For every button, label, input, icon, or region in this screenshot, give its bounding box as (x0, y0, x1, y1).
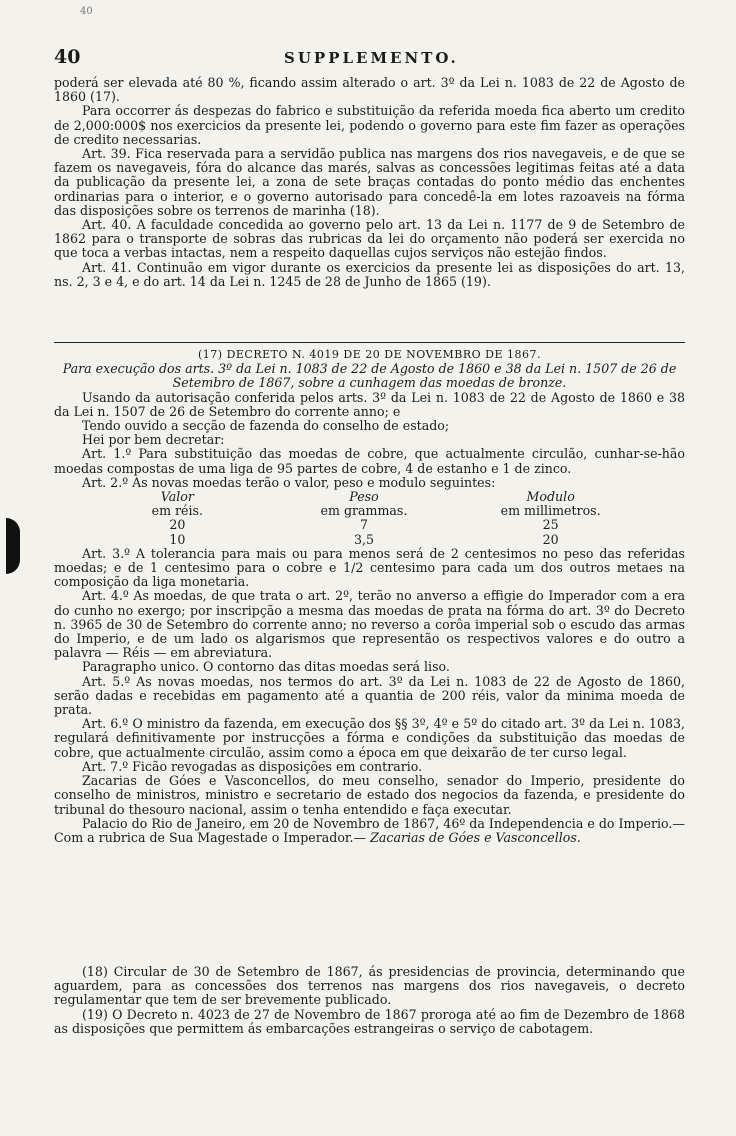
table-cell: 20 (542, 531, 559, 547)
table-cell: 25 (542, 517, 559, 533)
closing-signature: Zacarias de Góes e Vasconcellos. (370, 829, 581, 845)
article-40: Art. 40. A faculdade concedida ao governo pelo art. 13 da Lei n. 1177 de 9 de Setembro de 1862 para o transporte de sobras das rubricas da lei do orçamento não poderá ser exercida no que toca a verbas intactas, nem a respeito daquellas cujos serviços não estejão findos. (54, 217, 685, 261)
table-unit: em millimetros. (500, 503, 601, 519)
table-cell: 7 (359, 517, 368, 533)
decree-article-4: Art. 4.º As moedas, de que trata o art. 2º, terão no anverso a effigie do Imperador com a era do cunho no exergo; por inscripção a mesma das moedas de prata na fórma do art. 3º do Decreto n. 3965 de 30 de Setembro do corrente anno; no reverso a corôa imperial sob o escudo das armas do Imperio, e de um lado os algarismos que representão os respectivos valores e do outro a palavra — Réis — em abreviatura. (54, 588, 685, 661)
decree-article-1: Art. 1.º Para substituição das moedas de cobre, que actualmente circulão, cunhar-se-hão moedas compostas de uma liga de 95 partes de cobre, 4 de estanho e 1 de zinco. (54, 446, 685, 476)
table-unit: em grammas. (320, 503, 408, 519)
footnote-19: (19) O Decreto n. 4023 de 27 de Novembro de 1867 proroga até ao fim de Dezembro de 1868 as disposições que permittem ás embarcações estrangeiras o serviço de cabotagem. (54, 1006, 685, 1036)
law-articles-block (54, 76, 685, 289)
decree-paragraph: Usando da autorisação conferida pelos arts. 3º da Lei n. 1083 de 22 de Agosto de 1860 e 38 da Lei n. 1507 de 26 de Setembro do corrente anno; e (54, 389, 685, 419)
table-row (84, 533, 644, 547)
table-header: Modulo (526, 489, 575, 505)
paragraph: Para occorrer ás despezas do fabrico e substituição da referida moeda fica aberto um credito de 2,000:000$ nos exercicios da presente lei, podendo o governo para este fim fazer as operações de credito necessarias. (54, 103, 685, 147)
pencil-mark: 40 (80, 6, 93, 17)
coin-spec-table (84, 490, 644, 547)
footnote-18: (18) Circular de 30 de Setembro de 1867, ás presidencias de provincia, determinando que aguardem, para as concessões dos terrenos nas margens dos rios navegaveis, o decreto regulamentar que tem de ser brevemente publicado. (54, 964, 685, 1008)
closing-text: Palacio do Rio de Janeiro, em 20 de Novembro de 1867, 46º da Independencia e do Imperio.—Com a rubrica de Sua Magestade o Imperador.— (54, 815, 685, 845)
decree-heading: (17) DECRETO N. 4019 DE 20 DE NOVEMBRO DE 1867. (198, 348, 541, 361)
decree-article-7: Art. 7.º Ficão revogadas as disposições em contrario. (82, 758, 423, 774)
footnote-divider (54, 342, 685, 343)
table-header: Valor (160, 489, 194, 505)
decree-article-6: Art. 6.º O ministro da fazenda, em execução dos §§ 3º, 4º e 5º do citado art. 3º da Lei n. 1083, regulará definitivamente por instrucções a fórma e condições da substituição das moedas de cobre, que actualmente circulão, assim como a época em que deixarão de ter curso legal. (54, 716, 685, 760)
page-number: 40 (54, 46, 81, 68)
paragraph: poderá ser elevada até 80 %, ficando assim alterado o art. 3º da Lei n. 1083 de 22 de Agosto de 1860 (17). (54, 75, 685, 105)
decree-paragraph: Paragrapho unico. O contorno das ditas moedas será liso. (82, 659, 450, 675)
decree-article-2: Art. 2.º As novas moedas terão o valor, peso e modulo seguintes: (82, 474, 496, 490)
decree-article-5: Art. 5.º As novas moedas, nos termos do art. 3º da Lei n. 1083 de 22 de Agosto de 1860, serão dadas e recebidas em pagamento até a quantia de 200 réis, valor da minima moeda de prata. (54, 673, 685, 718)
page-header (54, 46, 684, 70)
table-unit: em réis. (151, 503, 204, 519)
table-header: Peso (349, 489, 379, 505)
decree-subtitle: Para execução dos arts. 3º da Lei n. 1083 de 22 de Agosto de 1860 e 38 da Lei n. 1507 de 26 de Setembro de 1867, sobre a cunhagem das moedas de bronze. (62, 361, 677, 391)
decree-paragraph: Zacarias de Góes e Vasconcellos, do meu conselho, senador do Imperio, presidente do conselho de ministros, ministro e secretario de estado dos negocios da fazenda, e presidente do tribunal do thesouro nacional, assim o tenha entendido e faça executar. (54, 773, 685, 817)
decree-closing (54, 817, 685, 845)
footnotes-block (54, 965, 685, 1036)
article-41: Art. 41. Continuão em vigor durante os exercicios da presente lei as disposições do art. 13, ns. 2, 3 e 4, e do art. 14 da Lei n. 1245 de 28 de Junho de 1865 (19). (54, 259, 685, 289)
decree-footnote (54, 348, 685, 845)
running-title: SUPPLEMENTO. (284, 49, 459, 67)
table-row (84, 518, 644, 532)
ink-blot-mark (6, 518, 20, 574)
table-cell: 3,5 (353, 531, 374, 547)
decree-paragraph: Hei por bem decretar: (82, 432, 225, 448)
table-cell: 20 (169, 517, 186, 533)
table-cell: 10 (169, 531, 186, 547)
decree-article-3: Art. 3.º A tolerancia para mais ou para menos será de 2 centesimos no peso das referidas moedas; e de 1 centesimo para o cobre e 1/2 centesimo para cada um dos outros metaes na composição da liga monetaria. (54, 545, 685, 590)
decree-paragraph: Tendo ouvido a secção de fazenda do conselho de estado; (82, 418, 450, 434)
article-39: Art. 39. Fica reservada para a servidão publica nas margens dos rios navegaveis, e de que se fazem os navegaveis, fóra do alcance das marés, salvas as concessões legitimas feitas até a data da publicação da presente lei, a zona de sete braças contadas do ponto médio das enchentes ordinarias para o interior, e o governo autorisado para concedê-la em lotes razoaveis na fórma das disposições sobre os terrenos de marinha (18). (54, 146, 685, 218)
